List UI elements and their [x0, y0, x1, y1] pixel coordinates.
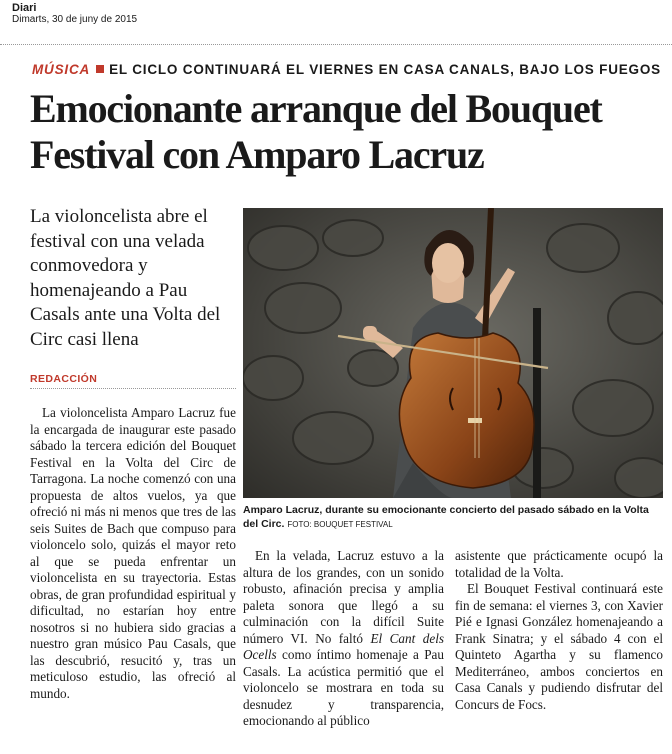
body-column-3 [455, 548, 663, 713]
byline-divider [30, 388, 236, 389]
photo-credit: FOTO: BOUQUET FESTIVAL [287, 520, 393, 529]
body-paragraph-1: La violoncelista Amparo Lacruz fue la encargada de inaugurar este pasado sábado la tercera edición del Bouquet Festival en la Volta del Circ de Tarragona. La noche comenzó con una propuesta de altos vuelos, ya que ofreció ni más ni menos que tres de las seis Suites de Bach que compuso para violoncelo solo, quizás el mayor reto al que se pueda enfrentar un violoncelista en su trayectoria. Estas obras, de gran profundidad espiritual y dificultad, no estarían hoy entre nosotros si no hubiera sido gracias a nuestro gran músico Pau Casals, que las descubrió, resucitó y, tras un meticuloso estudio, las ofreció al mundo. [30, 405, 236, 701]
kicker-text: EL CICLO CONTINUARÁ EL VIERNES EN CASA CANALS, BAJO LOS FUEGOS [109, 62, 661, 77]
photo-cellist [243, 208, 663, 498]
masthead [12, 3, 137, 25]
byline: REDACCIÓN [30, 373, 98, 385]
header-divider [0, 44, 672, 45]
section-label: MÚSICA [32, 62, 91, 77]
body-column-2 [243, 548, 444, 730]
square-bullet-icon [96, 65, 104, 73]
paragraph-2-text-b: como íntimo homenaje a Pau Casals. La acústica permitió que el violoncelo se mostrara en toda su desnudez y transparencia, emocionando al público [243, 647, 444, 728]
kicker [32, 62, 662, 77]
standfirst: La violoncelista abre el festival con una velada conmovedora y homenajeando a Pau Casals ante una Volta del Circ casi llena [30, 206, 221, 350]
cellist-photo-illustration [243, 208, 663, 498]
paragraph-2-text-a: En la velada, Lacruz estuvo a la altura de los grandes, con un sonido robusto, afinación precisa y amplia paleta sonora que llegó a su culminación con la difícil Suite número VI. No faltó [243, 548, 444, 646]
paper-name: Diari [12, 2, 37, 14]
body-paragraph-2 [243, 548, 444, 730]
photo-caption [243, 503, 663, 532]
body-column-1 [30, 405, 236, 702]
caption-text: Amparo Lacruz, durante su emocionante concierto del pasado sábado en la Volta del Circ. [243, 504, 649, 530]
publication-date: Dimarts, 30 de juny de 2015 [12, 14, 138, 25]
song-title: El Cant dels Ocells [243, 630, 444, 662]
body-paragraph-3: El Bouquet Festival continuará este fin de semana: el viernes 3, con Xavier Pié e Ignasi González homenajeando a Frank Sinatra; y el sábado 4 con el Quinteto Agartha y su flamenco Mediterráneo, ambos conciertos en Casa Canals y pudiendo disfrutar del Concurs de Focs. [455, 581, 663, 712]
paragraph-2-continuation: asistente que prácticamente ocupó la totalidad de la Volta. [455, 548, 663, 580]
headline: Emocionante arranque del Bouquet Festival con Amparo Lacruz [30, 86, 602, 177]
